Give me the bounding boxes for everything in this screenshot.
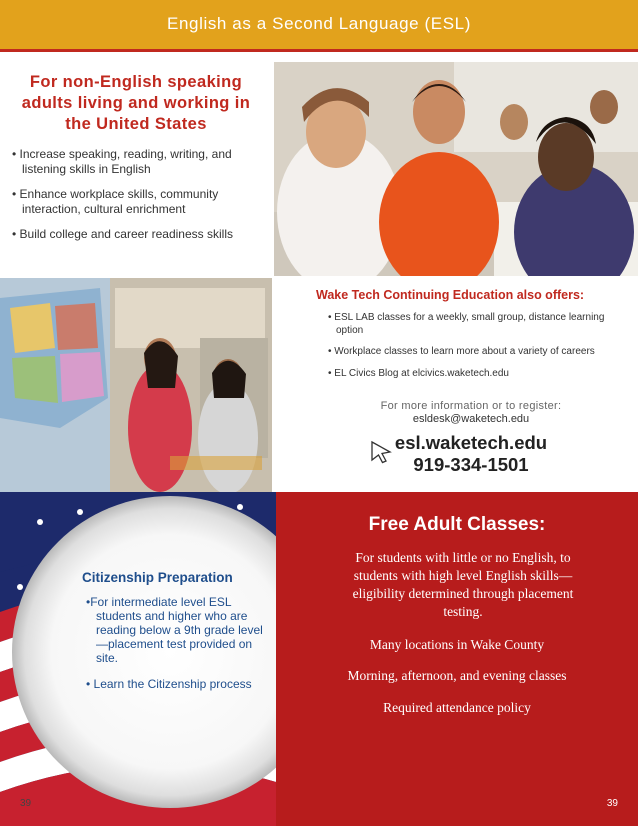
intro-section [0,60,272,280]
page-title: English as a Second Language (ESL) [167,14,471,33]
intro-heading: For non-English speaking adults living and working in the United States [21,73,251,133]
list-item: • Enhance workplace skills, community interaction, cultural enrichment [12,187,219,216]
offers-heading: Wake Tech Continuing Education also offers: [316,288,585,302]
offers-section [316,288,626,389]
offers-list [316,312,626,380]
list-item[interactable]: • EL Civics Blog at elcivics.waketech.edu [328,367,509,379]
citizenship-heading: Citizenship Preparation [82,570,233,585]
free-classes-title: Free Adult Classes: [368,514,546,535]
citizenship-section [82,570,272,703]
map-wall-photo [0,278,272,492]
list-item: • ESL LAB classes for a weekly, small group, distance learning option [328,312,605,336]
free-classes-locations: Many locations in Wake County [369,637,545,652]
free-classes-description: For students with little or no English, to students with high level English skills—eligibility determined through placement testing. [352,550,574,619]
register-label: For more information or to register: [380,400,562,412]
register-email-link[interactable]: esldesk@waketech.edu [412,413,530,425]
list-item: • Increase speaking, reading, writing, and listening skills in English [12,147,232,176]
register-section [316,400,626,476]
free-classes-policy: Required attendance policy [383,700,531,715]
page-number-left: 39 [20,798,32,809]
website-link[interactable]: esl.waketech.edu [394,432,548,453]
list-item: •For intermediate level ESL students and higher who are reading below a 9th grade level—placement test provided on site. [86,595,263,665]
header-banner [0,0,638,52]
list-item: • Workplace classes to learn more about a variety of careers [328,346,595,357]
phone-number[interactable]: 919-334-1501 [413,454,529,475]
citizenship-list [86,595,272,691]
list-item: • Build college and career readiness skills [12,227,233,241]
list-item: • Learn the Citizenship process [86,677,252,691]
intro-bullet-list [12,147,264,242]
page-number-right: 39 [606,798,618,809]
free-classes-schedule: Morning, afternoon, and evening classes [347,668,567,683]
classroom-photo [274,62,638,276]
free-classes-panel [276,492,638,826]
cursor-arrow-icon [370,440,392,464]
